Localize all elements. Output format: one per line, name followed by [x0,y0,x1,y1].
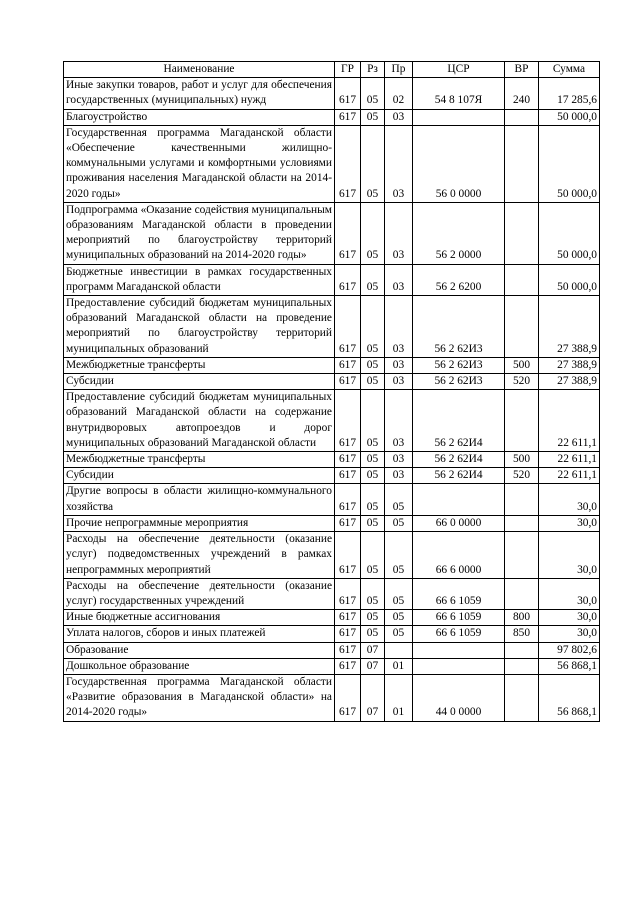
header-rz: Рз [361,62,385,78]
table-row [64,390,600,452]
cell-sum: 17 285,6 [539,78,600,109]
header-pr: Пр [385,62,413,78]
cell-vr [505,390,539,452]
cell-csr: 44 0 0000 [413,674,505,721]
cell-name: Иные закупки товаров, работ и услуг для обеспечения государственных (муниципальных) нужд [64,78,335,109]
cell-rz: 05 [361,452,385,468]
cell-vr: 520 [505,468,539,484]
cell-name: Прочие непрограммные мероприятия [64,515,335,531]
cell-name: Расходы на обеспечение деятельности (оказание услуг) подведомственных учреждений в рамках непрограммных мероприятий [64,532,335,579]
cell-vr: 520 [505,374,539,390]
cell-sum: 27 388,9 [539,357,600,373]
budget-table [63,61,600,722]
cell-rz: 05 [361,626,385,642]
table-body [64,78,600,721]
cell-pr: 03 [385,264,413,295]
cell-sum: 30,0 [539,610,600,626]
cell-csr: 56 2 62И4 [413,468,505,484]
cell-sum: 22 611,1 [539,468,600,484]
cell-pr: 03 [385,468,413,484]
cell-pr: 01 [385,658,413,674]
cell-pr: 05 [385,626,413,642]
cell-pr: 05 [385,532,413,579]
table-row [64,109,600,125]
cell-rz: 05 [361,390,385,452]
cell-sum: 30,0 [539,484,600,515]
cell-sum: 22 611,1 [539,452,600,468]
cell-pr [385,642,413,658]
cell-sum: 50 000,0 [539,109,600,125]
table-row [64,578,600,609]
header-csr: ЦСР [413,62,505,78]
cell-gr: 617 [335,357,361,373]
cell-rz: 05 [361,374,385,390]
cell-sum: 30,0 [539,532,600,579]
cell-pr: 05 [385,610,413,626]
cell-gr: 617 [335,390,361,452]
cell-rz: 07 [361,658,385,674]
cell-sum: 50 000,0 [539,125,600,202]
cell-gr: 617 [335,468,361,484]
cell-csr: 66 6 1059 [413,626,505,642]
table-row [64,452,600,468]
cell-csr: 56 2 62И4 [413,390,505,452]
cell-vr [505,532,539,579]
cell-pr: 05 [385,578,413,609]
cell-csr: 66 0 0000 [413,515,505,531]
cell-name: Дошкольное образование [64,658,335,674]
cell-vr: 240 [505,78,539,109]
cell-vr [505,109,539,125]
cell-gr: 617 [335,78,361,109]
table-row [64,642,600,658]
cell-sum: 50 000,0 [539,202,600,264]
cell-csr: 56 2 6200 [413,264,505,295]
header-vr: ВР [505,62,539,78]
cell-name: Предоставление субсидий бюджетам муниципальных образований Магаданской области на содержание внутридворовых автопроездов и дорог муниципальных образований Магаданской области [64,390,335,452]
cell-pr: 03 [385,125,413,202]
cell-csr: 56 2 62И3 [413,374,505,390]
cell-rz: 05 [361,125,385,202]
table-row [64,264,600,295]
cell-name: Подпрограмма «Оказание содействия муниципальным образованиям Магаданской области в проведении мероприятий по благоустройству территорий муниципальных образований на 2014-2020 годы» [64,202,335,264]
cell-vr [505,125,539,202]
cell-vr: 800 [505,610,539,626]
cell-gr: 617 [335,515,361,531]
cell-csr: 66 6 0000 [413,532,505,579]
cell-gr: 617 [335,626,361,642]
cell-rz: 05 [361,78,385,109]
cell-sum: 30,0 [539,578,600,609]
cell-rz: 05 [361,468,385,484]
table-row [64,658,600,674]
cell-pr: 05 [385,484,413,515]
cell-gr: 617 [335,484,361,515]
table-row [64,78,600,109]
cell-name: Предоставление субсидий бюджетам муниципальных образований Магаданской области на проведение мероприятий по благоустройству территорий муниципальных образований [64,296,335,358]
cell-gr: 617 [335,610,361,626]
table-row [64,484,600,515]
cell-rz: 05 [361,264,385,295]
cell-vr [505,296,539,358]
cell-rz: 05 [361,610,385,626]
cell-csr: 56 2 62И3 [413,296,505,358]
cell-rz: 05 [361,357,385,373]
cell-gr: 617 [335,578,361,609]
cell-pr: 03 [385,390,413,452]
cell-csr: 66 6 1059 [413,610,505,626]
header-gr: ГР [335,62,361,78]
cell-pr: 03 [385,109,413,125]
cell-name: Благоустройство [64,109,335,125]
cell-rz: 05 [361,532,385,579]
cell-vr [505,484,539,515]
cell-pr: 05 [385,515,413,531]
cell-csr: 56 2 0000 [413,202,505,264]
cell-csr: 54 8 107Я [413,78,505,109]
cell-vr [505,515,539,531]
cell-pr: 02 [385,78,413,109]
cell-gr: 617 [335,452,361,468]
document-page [63,61,599,722]
cell-vr: 500 [505,357,539,373]
cell-name: Уплата налогов, сборов и иных платежей [64,626,335,642]
cell-pr: 03 [385,374,413,390]
cell-rz: 05 [361,109,385,125]
cell-vr: 850 [505,626,539,642]
header-name: Наименование [64,62,335,78]
table-row [64,532,600,579]
cell-name: Образование [64,642,335,658]
cell-name: Субсидии [64,374,335,390]
cell-rz: 05 [361,484,385,515]
cell-vr [505,578,539,609]
cell-gr: 617 [335,532,361,579]
cell-rz: 07 [361,642,385,658]
cell-gr: 617 [335,674,361,721]
cell-pr: 03 [385,202,413,264]
table-header-row [64,62,600,78]
cell-csr [413,642,505,658]
cell-sum: 56 868,1 [539,674,600,721]
table-row [64,357,600,373]
cell-name: Межбюджетные трансферты [64,452,335,468]
table-row [64,125,600,202]
cell-rz: 05 [361,578,385,609]
cell-name: Иные бюджетные ассигнования [64,610,335,626]
cell-name: Бюджетные инвестиции в рамках государственных программ Магаданской области [64,264,335,295]
cell-gr: 617 [335,642,361,658]
table-row [64,374,600,390]
cell-name: Государственная программа Магаданской области «Развитие образования в Магаданской области» на 2014-2020 годы» [64,674,335,721]
cell-csr: 56 2 62И3 [413,357,505,373]
cell-sum: 27 388,9 [539,374,600,390]
cell-name: Субсидии [64,468,335,484]
cell-vr: 500 [505,452,539,468]
cell-sum: 27 388,9 [539,296,600,358]
cell-sum: 56 868,1 [539,658,600,674]
cell-name: Межбюджетные трансферты [64,357,335,373]
cell-name: Расходы на обеспечение деятельности (оказание услуг) государственных учреждений [64,578,335,609]
cell-csr [413,484,505,515]
cell-gr: 617 [335,374,361,390]
cell-sum: 97 802,6 [539,642,600,658]
cell-gr: 617 [335,202,361,264]
cell-vr [505,264,539,295]
cell-gr: 617 [335,296,361,358]
table-row [64,674,600,721]
cell-name: Другие вопросы в области жилищно-коммунального хозяйства [64,484,335,515]
table-row [64,296,600,358]
cell-rz: 07 [361,674,385,721]
table-row [64,610,600,626]
cell-csr: 56 0 0000 [413,125,505,202]
table-row [64,626,600,642]
cell-pr: 03 [385,296,413,358]
cell-csr: 66 6 1059 [413,578,505,609]
table-row [64,202,600,264]
cell-csr: 56 2 62И4 [413,452,505,468]
cell-sum: 30,0 [539,626,600,642]
cell-gr: 617 [335,264,361,295]
cell-vr [505,658,539,674]
cell-gr: 617 [335,125,361,202]
cell-pr: 03 [385,357,413,373]
cell-pr: 01 [385,674,413,721]
cell-vr [505,202,539,264]
cell-rz: 05 [361,202,385,264]
cell-sum: 22 611,1 [539,390,600,452]
cell-sum: 30,0 [539,515,600,531]
cell-pr: 03 [385,452,413,468]
cell-vr [505,642,539,658]
cell-vr [505,674,539,721]
cell-rz: 05 [361,515,385,531]
table-row [64,468,600,484]
table-row [64,515,600,531]
cell-name: Государственная программа Магаданской области «Обеспечение качественными жилищно-коммунальными услугами и комфортными условиями проживания населения Магаданской области на 2014-2020 годы» [64,125,335,202]
cell-csr [413,658,505,674]
cell-gr: 617 [335,658,361,674]
cell-rz: 05 [361,296,385,358]
cell-gr: 617 [335,109,361,125]
cell-csr [413,109,505,125]
header-sum: Сумма [539,62,600,78]
cell-sum: 50 000,0 [539,264,600,295]
